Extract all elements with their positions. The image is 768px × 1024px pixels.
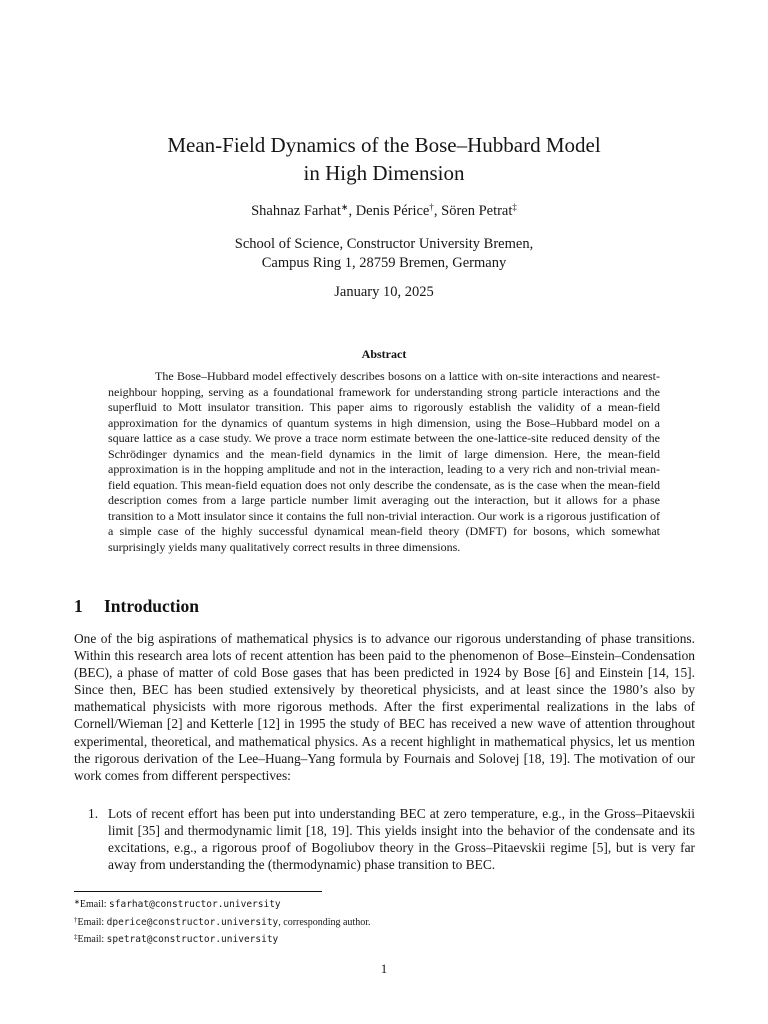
text-run: One of the big aspirations of mathematical physics is to advance our rigorous understanding of phase transitions. Within this research area lots of recent attention has been paid to the phenomenon of Bose–Einstein–Condensation (BEC), a phase of matter of cold Bose gases that has been predicted in 1924 by Bose [74, 631, 695, 681]
footnote-mark: ∗ [74, 898, 80, 906]
text-run: . Since then, BEC has been studied extensively by theoretical physicists, and at least since the 1980’s also by mathematical physicists with more rigorous methods. After the first experimental realizations in the labs of Cornell/Wieman [74, 665, 695, 732]
citation-link[interactable]: [18, 19] [305, 823, 350, 839]
paper-title [0, 131, 768, 187]
footnote-label: Email: [77, 934, 107, 945]
list-marker: 1. [88, 806, 99, 821]
citation-link[interactable]: [18, 19] [523, 750, 567, 766]
citation-link[interactable]: [35] [137, 823, 160, 839]
list-item-text [108, 806, 695, 872]
affiliation-line-2: Campus Ring 1, 28759 Bremen, Germany [261, 255, 507, 271]
author-list: Shahnaz Farhat∗, Denis Périce†, Sören Petrat‡ [251, 202, 517, 219]
section-title: Introduction [104, 596, 199, 616]
section-heading [74, 596, 694, 617]
text-run: , but is very far away from understanding the (thermodynamic) phase transition to BEC. [108, 840, 696, 873]
footnote-email[interactable]: dperice@constructor.university [106, 916, 279, 928]
text-run: and thermodynamic limit [159, 823, 306, 839]
footnote [74, 913, 694, 931]
abstract-heading: Abstract [361, 347, 407, 361]
citation-link[interactable]: [12] [257, 716, 280, 732]
citation-link[interactable]: [2] [166, 716, 183, 732]
citation-link[interactable]: [14, 15] [647, 665, 692, 681]
text-run: . The motivation of our work comes from different perspectives: [74, 750, 695, 783]
footnote-label: Email: [77, 916, 107, 928]
text-run: and Einstein [570, 665, 648, 681]
text-run: and Ketterle [182, 716, 258, 732]
footnote-email[interactable]: sfarhat@constructor.university [109, 899, 281, 910]
citation-link[interactable]: [6] [554, 665, 571, 681]
footnotes [74, 895, 694, 948]
author-name: Denis Périce [355, 203, 430, 219]
citation-link[interactable]: [5] [592, 840, 608, 856]
affiliation [0, 235, 768, 273]
author-name: Shahnaz Farhat [251, 203, 341, 219]
footnote-email[interactable]: spetrat@constructor.university [106, 934, 279, 945]
footnote-suffix: , corresponding author. [278, 916, 371, 928]
text-run: in 1995 the study of BEC has received a new wave of attention throughout experimental, theoretical, and mathematical physics. As a recent highlight in mathematical physics, let us mention the rigorous derivation of the Lee–Huang–Yang formula by Fournais and Solovej [74, 716, 695, 766]
title-line-1: Mean-Field Dynamics of the Bose–Hubbard Model [167, 133, 601, 157]
author-footnote-mark[interactable]: ‡ [512, 202, 517, 212]
abstract-text: The Bose–Hubbard model effectively describes bosons on a lattice with on-site interactions and nearest-neighbour hopping, serving as a foundational framework for understanding strong particle interactions and the superfluid to Mott insulator transition. This paper aims to rigorously establish the validity of a mean-field approximation for the dynamics of quantum systems in high dimension, using the Bose–Hubbard model on a square lattice as a case study. We prove a trace norm estimate between the one-lattice-site reduced density of the Schrödinger dynamics and the mean-field dynamics in the limit of large dimension. Here, the mean-field approximation is in the hopping amplitude and not in the interaction, leading to a very rich and non-trivial mean-field equation. This mean-field equation does not only describe the condensate, as is the case when the mean-field description comes from a large particle number limit averaging out the interaction, but it allows for a phase transition to a Mott insulator since it contains the full non-trivial interaction. Our work is a rigorous justification of a simple case of the highly successful dynamical mean-field theory (DMFT) for bosons, which somewhat surprisingly yields many qualitatively correct results in three dimensions. [108, 369, 660, 554]
footnote-rule [74, 891, 322, 892]
footnote-mark: † [74, 915, 78, 924]
text-run: . This yields insight into the behavior of the condensate and its excitations, e.g., a rigorous proof of Bogoliubov theory in the Gross–Pitaevskii regime [108, 823, 695, 856]
footnote [74, 930, 694, 948]
author-footnote-mark[interactable]: ∗ [340, 202, 349, 212]
footnote [74, 895, 694, 913]
motivation-list [88, 805, 695, 873]
footnote-label: Email: [79, 899, 110, 910]
list-item [88, 805, 695, 873]
text-run: Lots of recent effort has been put into understanding BEC at zero temperature, e.g., in the Gross–Pitaevskii limit [108, 806, 695, 839]
section-number: 1 [74, 596, 83, 616]
page-number: 1 [380, 961, 388, 976]
title-line-2: in High Dimension [303, 161, 465, 185]
author-footnote-mark[interactable]: † [429, 202, 434, 212]
footnote-mark: ‡ [74, 933, 78, 941]
author-name: Sören Petrat [441, 203, 513, 219]
publication-date: January 10, 2025 [334, 284, 434, 300]
intro-paragraph [74, 630, 695, 784]
affiliation-line-1: School of Science, Constructor University Bremen, [234, 236, 534, 252]
